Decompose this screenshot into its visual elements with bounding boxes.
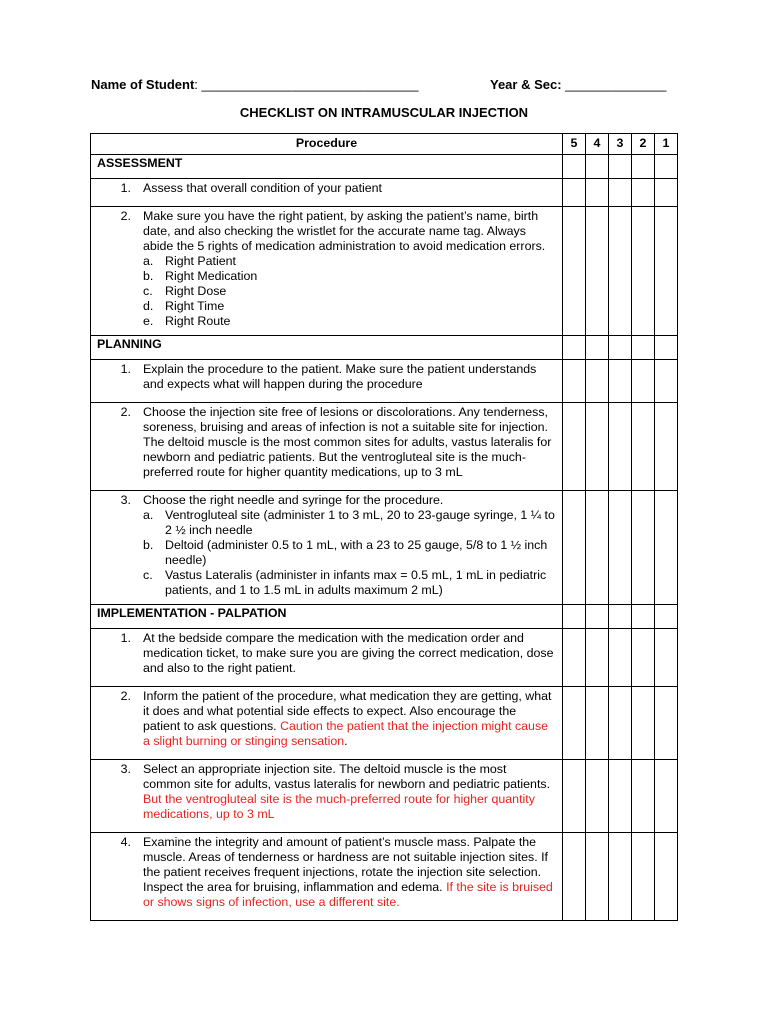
sub-item-text: Right Dose (165, 284, 227, 298)
student-name-blank: ______________________________ (197, 77, 419, 92)
step-number: 2. (120, 405, 131, 419)
score-cell-4[interactable] (586, 155, 609, 179)
section-heading: PLANNING (91, 336, 563, 360)
score-cell-4[interactable] (586, 207, 609, 336)
score-cell-1[interactable] (655, 360, 678, 403)
score-cell-1[interactable] (655, 760, 678, 833)
score-cell-1[interactable] (655, 403, 678, 491)
score-cell-4[interactable] (586, 179, 609, 207)
sub-item-letter: c. (143, 568, 153, 582)
score-cell-3[interactable] (609, 179, 632, 207)
score-cell-5[interactable] (563, 155, 586, 179)
year-section-label: Year & Sec: (490, 77, 562, 92)
step-text: Select an appropriate injection site. The deltoid muscle is the most common site for adults, vastus lateralis for newborn and pediatric patients. (143, 762, 551, 791)
score-cell-1[interactable] (655, 833, 678, 921)
procedure-header: Procedure (91, 134, 563, 155)
sub-item-letter: a. (143, 254, 154, 268)
sub-item-text: Right Route (165, 314, 231, 328)
procedure-step (91, 403, 563, 491)
step-number: 1. (120, 362, 131, 376)
section-row (91, 336, 678, 360)
step-body (143, 209, 556, 329)
step-number: 2. (120, 209, 131, 223)
step-body (143, 835, 556, 910)
score-cell-2[interactable] (632, 687, 655, 760)
sub-item (143, 538, 556, 568)
step-caution-text: If the site is bruised or shows signs of infection, use a different site. (143, 880, 553, 909)
sub-item-text: Right Medication (165, 269, 258, 283)
step-row (91, 689, 556, 749)
table-header-row (91, 134, 678, 155)
score-cell-4[interactable] (586, 491, 609, 605)
sub-item (143, 284, 556, 299)
score-cell-3[interactable] (609, 207, 632, 336)
score-header-3: 3 (609, 134, 632, 155)
score-header-5: 5 (563, 134, 586, 155)
score-cell-5[interactable] (563, 629, 586, 687)
score-cell-5[interactable] (563, 179, 586, 207)
score-cell-5[interactable] (563, 336, 586, 360)
score-cell-3[interactable] (609, 360, 632, 403)
score-cell-2[interactable] (632, 605, 655, 629)
step-caution-text: Caution the patient that the injection might cause a slight burning or stinging sensation (143, 719, 549, 748)
score-cell-5[interactable] (563, 760, 586, 833)
score-header-1: 1 (655, 134, 678, 155)
score-header-2: 2 (632, 134, 655, 155)
step-number: 2. (120, 689, 131, 703)
table-row (91, 629, 678, 687)
procedure-step (91, 360, 563, 403)
step-body (143, 762, 556, 822)
student-name-label: Name of Student (91, 77, 195, 92)
score-cell-3[interactable] (609, 687, 632, 760)
step-number: 1. (120, 181, 131, 195)
step-number: 4. (120, 835, 131, 849)
score-cell-5[interactable] (563, 605, 586, 629)
score-cell-3[interactable] (609, 833, 632, 921)
sub-item (143, 269, 556, 284)
score-cell-1[interactable] (655, 491, 678, 605)
step-row (91, 631, 556, 676)
procedure-step (91, 629, 563, 687)
score-cell-2[interactable] (632, 336, 655, 360)
score-cell-5[interactable] (563, 207, 586, 336)
sub-item-text: Vastus Lateralis (administer in infants max = 0.5 mL, 1 mL in pediatric patients, and 1 to 1.5 mL in adults maximum 2 mL) (165, 568, 547, 597)
student-name-line (91, 77, 418, 92)
section-heading: ASSESSMENT (91, 155, 563, 179)
score-cell-5[interactable] (563, 833, 586, 921)
score-cell-5[interactable] (563, 403, 586, 491)
step-body (143, 362, 556, 392)
step-body (143, 405, 556, 480)
score-cell-2[interactable] (632, 629, 655, 687)
sub-item-letter: d. (143, 299, 154, 313)
score-cell-4[interactable] (586, 629, 609, 687)
score-cell-1[interactable] (655, 605, 678, 629)
score-cell-1[interactable] (655, 629, 678, 687)
score-cell-1[interactable] (655, 155, 678, 179)
procedure-step (91, 760, 563, 833)
step-body (143, 689, 556, 749)
sub-item-letter: c. (143, 284, 153, 298)
step-text: Make sure you have the right patient, by asking the patient’s name, birth date, and also checking the wristlet for the accurate name tag. Always abide the 5 rights of medication administration to avoid medication errors. (143, 209, 546, 253)
score-cell-2[interactable] (632, 491, 655, 605)
score-cell-4[interactable] (586, 833, 609, 921)
procedure-step (91, 833, 563, 921)
score-cell-3[interactable] (609, 491, 632, 605)
year-section-line (490, 77, 666, 92)
score-cell-2[interactable] (632, 760, 655, 833)
table-row (91, 687, 678, 760)
procedure-step (91, 687, 563, 760)
step-number: 1. (120, 631, 131, 645)
table-row (91, 833, 678, 921)
score-cell-2[interactable] (632, 207, 655, 336)
score-cell-1[interactable] (655, 207, 678, 336)
step-row (91, 209, 556, 329)
score-cell-2[interactable] (632, 360, 655, 403)
step-text: Assess that overall condition of your patient (143, 181, 382, 195)
procedure-step (91, 491, 563, 605)
score-cell-3[interactable] (609, 760, 632, 833)
step-row (91, 762, 556, 822)
step-row (91, 362, 556, 392)
step-text: Explain the procedure to the patient. Make sure the patient understands and expects what will happen during the procedure (143, 362, 537, 391)
step-text: Inform the patient of the procedure, what medication they are getting, what it does and what potential side effects to expect. Also encourage the patient to ask questions. (143, 689, 552, 733)
table-row (91, 403, 678, 491)
section-row (91, 155, 678, 179)
sub-item-letter: b. (143, 269, 154, 283)
score-cell-4[interactable] (586, 605, 609, 629)
step-row (91, 493, 556, 598)
score-cell-3[interactable] (609, 336, 632, 360)
score-cell-4[interactable] (586, 760, 609, 833)
step-text: Choose the injection site free of lesions or discolorations. Any tenderness, soreness, bruising and areas of infection is not a suitable site for injection. The deltoid muscle is the most common sites for adults, vastus lateralis for newborn and pediatric patients. But the ventrogluteal site is the much-preferred route for higher quantity medications, up to 3 mL (143, 405, 552, 479)
section-heading: IMPLEMENTATION - PALPATION (91, 605, 563, 629)
sub-item-letter: b. (143, 538, 154, 552)
score-cell-3[interactable] (609, 629, 632, 687)
step-number: 3. (120, 493, 131, 507)
table-row (91, 207, 678, 336)
step-text-tail: . (344, 734, 348, 748)
page-title: CHECKLIST ON INTRAMUSCULAR INJECTION (239, 105, 529, 120)
procedure-step (91, 207, 563, 336)
step-body (143, 631, 556, 676)
score-cell-3[interactable] (609, 605, 632, 629)
sub-item (143, 508, 556, 538)
sub-item-text: Right Time (165, 299, 225, 313)
score-cell-2[interactable] (632, 179, 655, 207)
sub-item (143, 568, 556, 598)
score-cell-4[interactable] (586, 360, 609, 403)
step-text: Examine the integrity and amount of patient’s muscle mass. Palpate the muscle. Areas of tenderness or hardness are not suitable injection sites. If the patient receives frequent injections, rotate the injection site selection. Inspect the area for bruising, inflammation and edema. (143, 835, 548, 894)
score-cell-2[interactable] (632, 403, 655, 491)
step-number: 3. (120, 762, 131, 776)
table-row (91, 491, 678, 605)
sub-item-text: Ventrogluteal site (administer 1 to 3 mL, 20 to 23-gauge syringe, 1 ¼ to 2 ½ inch needle (165, 508, 555, 537)
sub-item (143, 314, 556, 329)
score-cell-3[interactable] (609, 155, 632, 179)
step-caution-text: But the ventrogluteal site is the much-preferred route for higher quantity medications, up to 3 mL (143, 792, 535, 821)
sub-item-letter: e. (143, 314, 154, 328)
step-text: At the bedside compare the medication with the medication order and medication ticket, to make sure you are giving the correct medication, dose and also to the right patient. (143, 631, 554, 675)
sub-item-text: Right Patient (165, 254, 236, 268)
score-cell-2[interactable] (632, 833, 655, 921)
table-row (91, 360, 678, 403)
score-cell-1[interactable] (655, 687, 678, 760)
step-row (91, 405, 556, 480)
score-cell-5[interactable] (563, 360, 586, 403)
sub-item (143, 254, 556, 269)
score-cell-4[interactable] (586, 403, 609, 491)
procedure-step (91, 179, 563, 207)
score-cell-3[interactable] (609, 403, 632, 491)
sub-item (143, 299, 556, 314)
checklist-body (91, 155, 678, 921)
step-body (143, 181, 556, 196)
step-text: Choose the right needle and syringe for the procedure. (143, 493, 444, 507)
step-row (91, 181, 556, 196)
score-header-4: 4 (586, 134, 609, 155)
score-cell-2[interactable] (632, 155, 655, 179)
step-body (143, 493, 556, 598)
score-cell-1[interactable] (655, 179, 678, 207)
score-cell-5[interactable] (563, 491, 586, 605)
table-row (91, 760, 678, 833)
student-name-colon: : (194, 77, 198, 92)
sub-item-letter: a. (143, 508, 154, 522)
sub-item-text: Deltoid (administer 0.5 to 1 mL, with a 23 to 25 gauge, 5/8 to 1 ½ inch needle) (165, 538, 548, 567)
table-row (91, 179, 678, 207)
score-cell-1[interactable] (655, 336, 678, 360)
score-cell-4[interactable] (586, 336, 609, 360)
year-section-blank: ______________ (561, 77, 667, 92)
score-cell-4[interactable] (586, 687, 609, 760)
score-cell-5[interactable] (563, 687, 586, 760)
step-row (91, 835, 556, 910)
checklist-table (90, 133, 678, 921)
section-row (91, 605, 678, 629)
